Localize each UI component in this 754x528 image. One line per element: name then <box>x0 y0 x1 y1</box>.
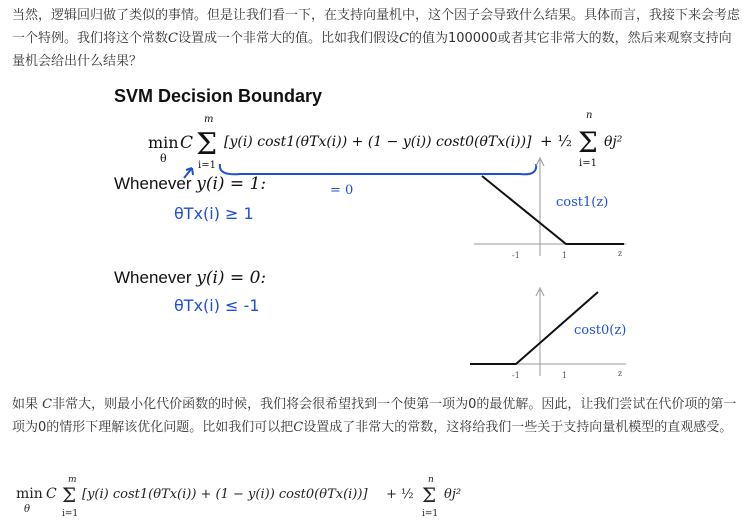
formula-reg: θj² <box>604 134 623 150</box>
sum2-top: n <box>428 475 434 485</box>
formula-plus-half: + ½ <box>540 132 572 150</box>
explain-text-b: 非常大，则最小化代价函数的时候，我们将会很希望找到一个使第一项为0的最优解。因此，让我们尝试在代价项的第一项为0的情形下理解该优化问题。比如我们可以把 <box>12 397 737 435</box>
formula-reg: θj² <box>444 487 462 502</box>
formula-body: [y(i) cost1(θTx(i)) + (1 − y(i)) cost0(θTx(i))] <box>82 487 368 502</box>
formula-min: min <box>16 486 43 502</box>
sum2-bottom: i=1 <box>579 158 597 169</box>
annot-eq0: = 0 <box>330 183 354 196</box>
cost1-curve <box>482 176 624 244</box>
constant-c: C <box>42 397 53 412</box>
explanation-paragraph <box>12 393 740 439</box>
sum-top: m <box>68 475 77 485</box>
tick-1: 1 <box>562 251 568 260</box>
annot-top: θTx(i) ≥ 1 <box>174 204 254 223</box>
bottom-formula <box>14 474 484 524</box>
intro-text-d: 的值为100000或者其它非常大的数，然后来观察支持向量机会给出什么结果？ <box>12 31 732 69</box>
intro-text-a: 当然，逻辑回归做了类似的事情。但是让我们看一下，在支持向量机中，这个因子会导致什么结果。具体而言，我接下来会考虑一个特例。我们将这个常数 <box>12 8 741 46</box>
sum-bottom: i=1 <box>198 160 216 171</box>
whenever-label: Whenever <box>114 268 192 287</box>
annot-bottom: θTx(i) ≤ -1 <box>174 296 260 315</box>
sum-sign: Σ <box>62 483 77 507</box>
formula-theta: θ <box>24 504 31 515</box>
slide-title: SVM Decision Boundary <box>114 86 323 106</box>
constant-c: C <box>168 31 178 46</box>
cost0-graph <box>470 284 630 384</box>
tick-neg1: -1 <box>512 371 520 380</box>
sum2-sign: Σ <box>422 483 437 507</box>
axis-z: z <box>618 369 623 378</box>
explain-text-a: 如果 <box>12 397 39 412</box>
sum2-sign: Σ <box>578 126 598 159</box>
cost1-graph <box>470 156 630 266</box>
tick-1: 1 <box>562 371 568 380</box>
formula-min: min <box>148 133 179 152</box>
sum-sign: Σ <box>196 127 218 162</box>
condition-y0: y(i) = 0: <box>196 268 267 288</box>
sum-bottom: i=1 <box>62 509 79 519</box>
graph2-label: cost0(z) <box>574 323 627 338</box>
whenever-label: Whenever <box>114 174 192 193</box>
sum2-bottom: i=1 <box>422 509 439 519</box>
whenever-row-2 <box>114 268 266 288</box>
constant-c: C <box>398 31 409 46</box>
formula-plus-half: + ½ <box>386 487 414 502</box>
formula-c: C <box>46 486 57 502</box>
whenever-row-1 <box>114 174 266 194</box>
intro-text-b: 设置成一个非常大的值。比如我们假设 <box>177 31 399 46</box>
condition-y1: y(i) = 1: <box>196 174 267 194</box>
graph1-label: cost1(z) <box>556 195 609 210</box>
intro-paragraph <box>12 4 740 73</box>
formula-theta: θ <box>160 152 167 165</box>
formula-c: C <box>180 133 194 153</box>
sum2-top: n <box>586 110 593 121</box>
tick-neg1: -1 <box>512 251 520 260</box>
explain-text-d: 设置成了非常大的常数，这将给我们一些关于支持向量机模型的直观感受。 <box>303 420 733 435</box>
lecture-slide <box>100 84 640 382</box>
sum-top: m <box>204 114 214 125</box>
formula-body: [y(i) cost1(θTx(i)) + (1 − y(i)) cost0(θTx(i))] <box>224 134 532 150</box>
axis-z: z <box>618 249 623 258</box>
constant-c: C <box>293 420 304 435</box>
